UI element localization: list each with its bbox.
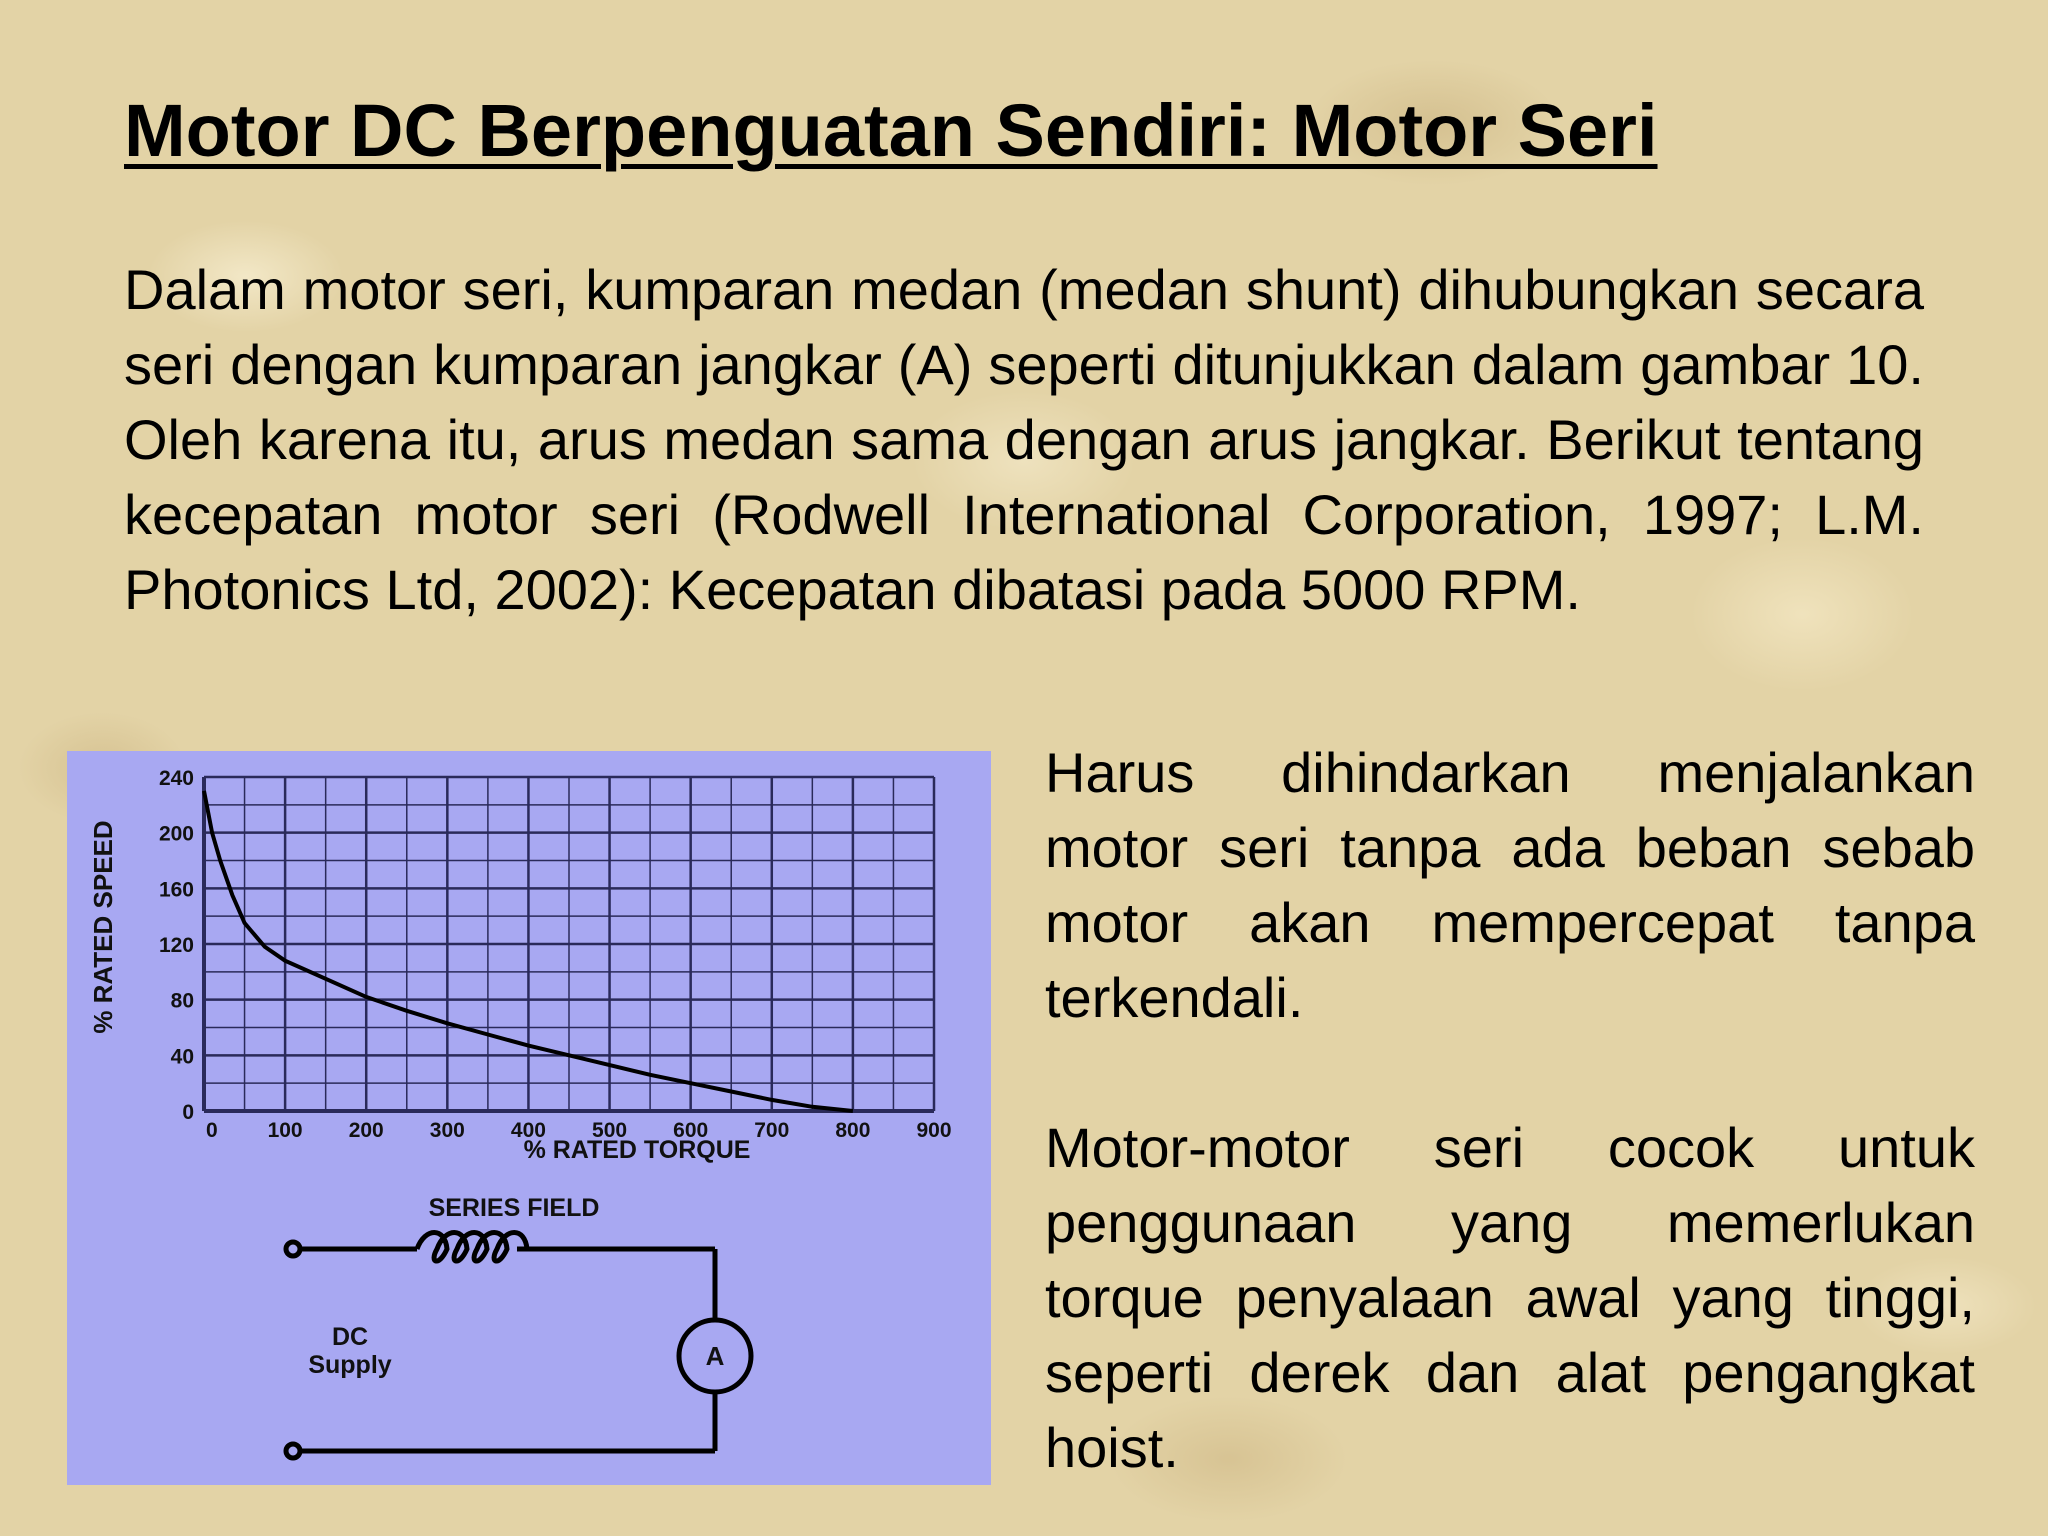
intro-paragraph	[124, 252, 1924, 627]
slide-title: Motor DC Berpenguatan Sendiri: Motor Seri	[124, 89, 1658, 172]
x-tick-label: 800	[835, 1119, 871, 1142]
y-tick-label: 200	[158, 822, 194, 846]
usage-italic-torque: torque	[1045, 1266, 1204, 1329]
series-field-label: SERIES FIELD	[428, 1194, 600, 1222]
terminal-bottom	[286, 1444, 300, 1458]
x-tick-label: 0	[206, 1119, 218, 1142]
dc-supply-label-1: DC	[331, 1323, 369, 1351]
y-axis-label: % RATED SPEED	[88, 820, 118, 1034]
x-tick-label: 300	[429, 1119, 465, 1142]
usage-italic-hoist: hoist.	[1045, 1416, 1179, 1479]
usage-text-2: penyalaan awal yang tinggi, seperti derek dan alat pengangkat	[1045, 1266, 1975, 1404]
x-tick-label: 600	[673, 1119, 709, 1142]
y-tick-label: 0	[182, 1101, 194, 1124]
x-tick-label: 100	[267, 1119, 303, 1142]
intro-text-1: Dalam motor seri, kumparan medan (medan	[124, 258, 1246, 321]
x-tick-label: 400	[510, 1119, 546, 1142]
warning-text: Harus dihindarkan menjalankan motor seri tanpa ada beban sebab motor akan mempercepat tanpa terkendali.	[1045, 741, 1975, 1029]
motor-figure	[67, 751, 991, 1485]
y-tick-label: 40	[170, 1045, 194, 1069]
x-tick-label: 900	[916, 1119, 952, 1142]
usage-text-1: Motor-motor seri cocok untuk penggunaan yang memerlukan	[1045, 1116, 1975, 1254]
figure-svg	[67, 751, 991, 1485]
x-tick-label: 200	[348, 1119, 384, 1142]
x-tick-label: 700	[754, 1119, 790, 1142]
chart-grid	[204, 777, 934, 1111]
y-tick-label: 240	[158, 767, 194, 790]
x-tick-label: 500	[592, 1119, 628, 1142]
ammeter-label: A	[705, 1341, 725, 1371]
terminal-top	[286, 1242, 300, 1256]
series-field-coil	[417, 1233, 527, 1262]
warning-paragraph	[1045, 735, 1975, 1035]
y-tick-label: 160	[158, 878, 194, 902]
y-tick-label: 120	[158, 934, 194, 957]
y-tick-label: 80	[170, 989, 194, 1013]
dc-supply-label-2: Supply	[308, 1351, 392, 1379]
intro-text-2: ) dihubungkan secara seri dengan kumparan jangkar (A) seperti ditunjukkan dalam gambar 10. Oleh karena itu, arus medan sama dengan arus jangkar. Berikut tentang kecepatan motor seri (Rodwell International Corporation, 1997; L.M. Photonics Ltd, 2002): Kecepatan dibatasi pada 5000 RPM.	[124, 258, 1924, 621]
usage-paragraph	[1045, 1110, 1975, 1485]
intro-italic-shunt: shunt	[1245, 258, 1383, 321]
x-axis-label: % RATED TORQUE	[523, 1136, 751, 1164]
